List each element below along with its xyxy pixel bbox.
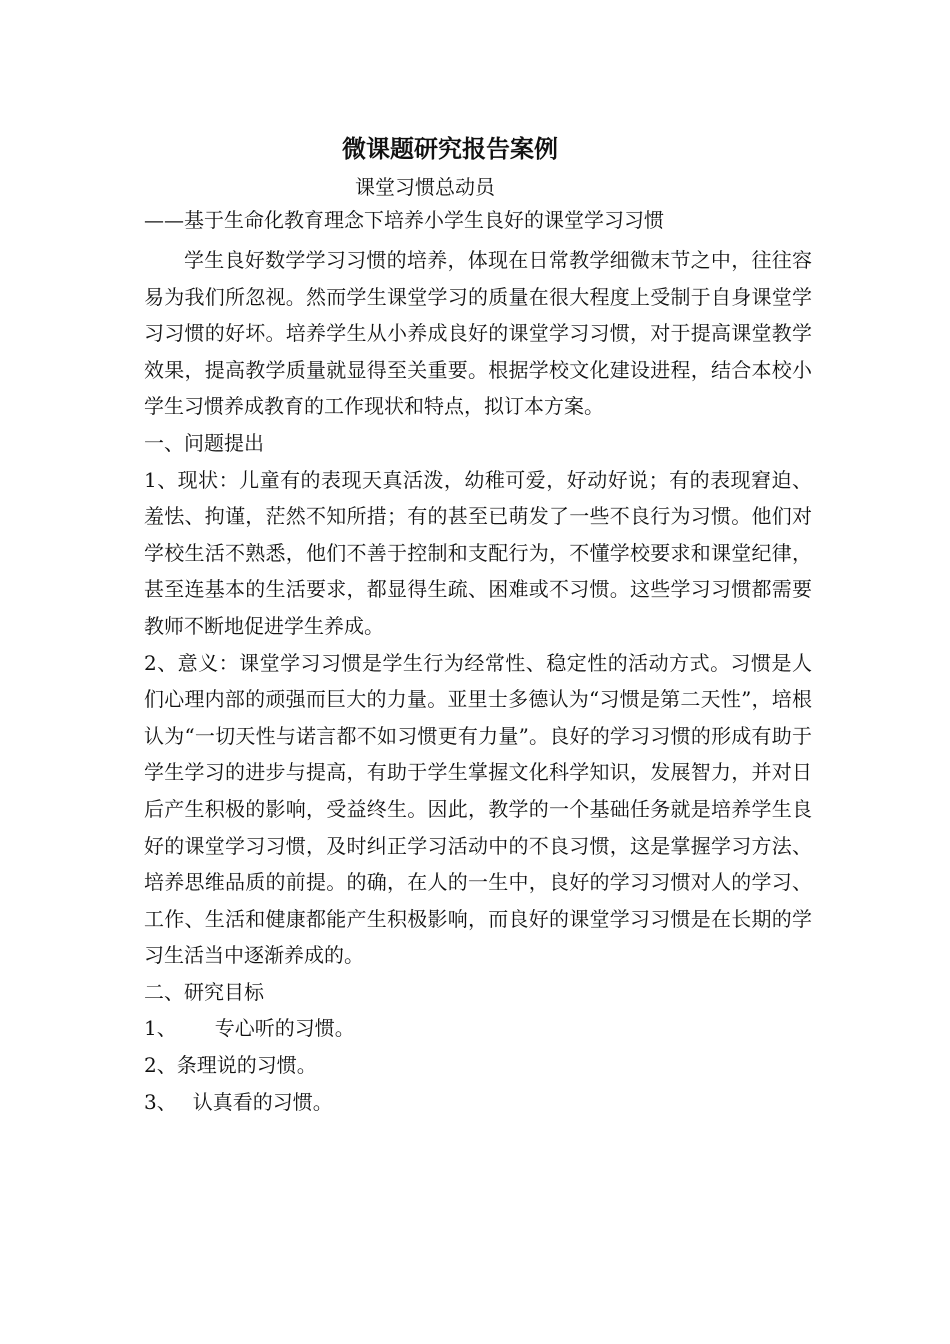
goal-item-1-text: 专心听的习惯。 bbox=[214, 1016, 355, 1041]
goal-item-3-number: 3、 bbox=[144, 1089, 177, 1114]
goal-item-3 bbox=[144, 1084, 812, 1121]
paragraph-significance: 2、意义：课堂学习习惯是学生行为经常性、稳定性的活动方式。习惯是人们心理内部的顽强而巨大的力量。亚里士多德认为“习惯是第二天性”，培根认为“一切天性与诺言都不如习惯更有力量”。良好的学习习惯的形成有助于学生学习的进步与提高，有助于学生掌握文化科学知识，发展智力，并对日后产生积极的影响，受益终生。因此，教学的一个基础任务就是培养学生良好的课堂学习习惯，及时纠正学习活动中的不良习惯，这是掌握学习方法、培养思维品质的前提。的确，在人的一生中，良好的学习习惯对人的学习、工作、生活和健康都能产生积极影响，而良好的课堂学习习惯是在长期的学习生活当中逐渐养成的。 bbox=[144, 650, 812, 968]
goal-item-3-text: 认真看的习惯。 bbox=[192, 1089, 333, 1114]
paragraph-current-situation: 1、现状：儿童有的表现天真活泼，幼稚可爱，好动好说；有的表现窘迫、羞怯、拘谨，茫然不知所措；有的甚至已萌发了一些不良行为习惯。他们对学校生活不熟悉，他们不善于控制和支配行为，不懂学校要求和课堂纪律，甚至连基本的生活要求，都显得生疏、困难或不习惯。这些学习习惯都需要教师不断地促进学生养成。 bbox=[144, 467, 812, 638]
document-subtitle: 课堂习惯总动员 bbox=[355, 175, 495, 199]
section-heading-problem: 一、问题提出 bbox=[144, 430, 264, 455]
goal-item-1 bbox=[144, 1010, 812, 1047]
document-subheading: ——基于生命化教育理念下培养小学生良好的课堂学习习惯 bbox=[144, 208, 664, 232]
section-heading-goals: 二、研究目标 bbox=[144, 979, 264, 1004]
goal-item-1-number: 1、 bbox=[144, 1016, 177, 1041]
intro-paragraph: 学生良好数学学习习惯的培养，体现在日常教学细微末节之中，往往容易为我们所忽视。然而学生课堂学习的质量在很大程度上受制于自身课堂学习习惯的好坏。培养学生从小养成良好的课堂学习习惯，对于提高课堂教学效果，提高教学质量就显得至关重要。根据学校文化建设进程，结合本校小学生习惯养成教育的工作现状和特点，拟订本方案。 bbox=[144, 248, 812, 419]
document-body bbox=[144, 242, 812, 1120]
goal-item-2: 2、条理说的习惯。 bbox=[144, 1053, 317, 1078]
document-title: 微课题研究报告案例 bbox=[342, 134, 558, 163]
